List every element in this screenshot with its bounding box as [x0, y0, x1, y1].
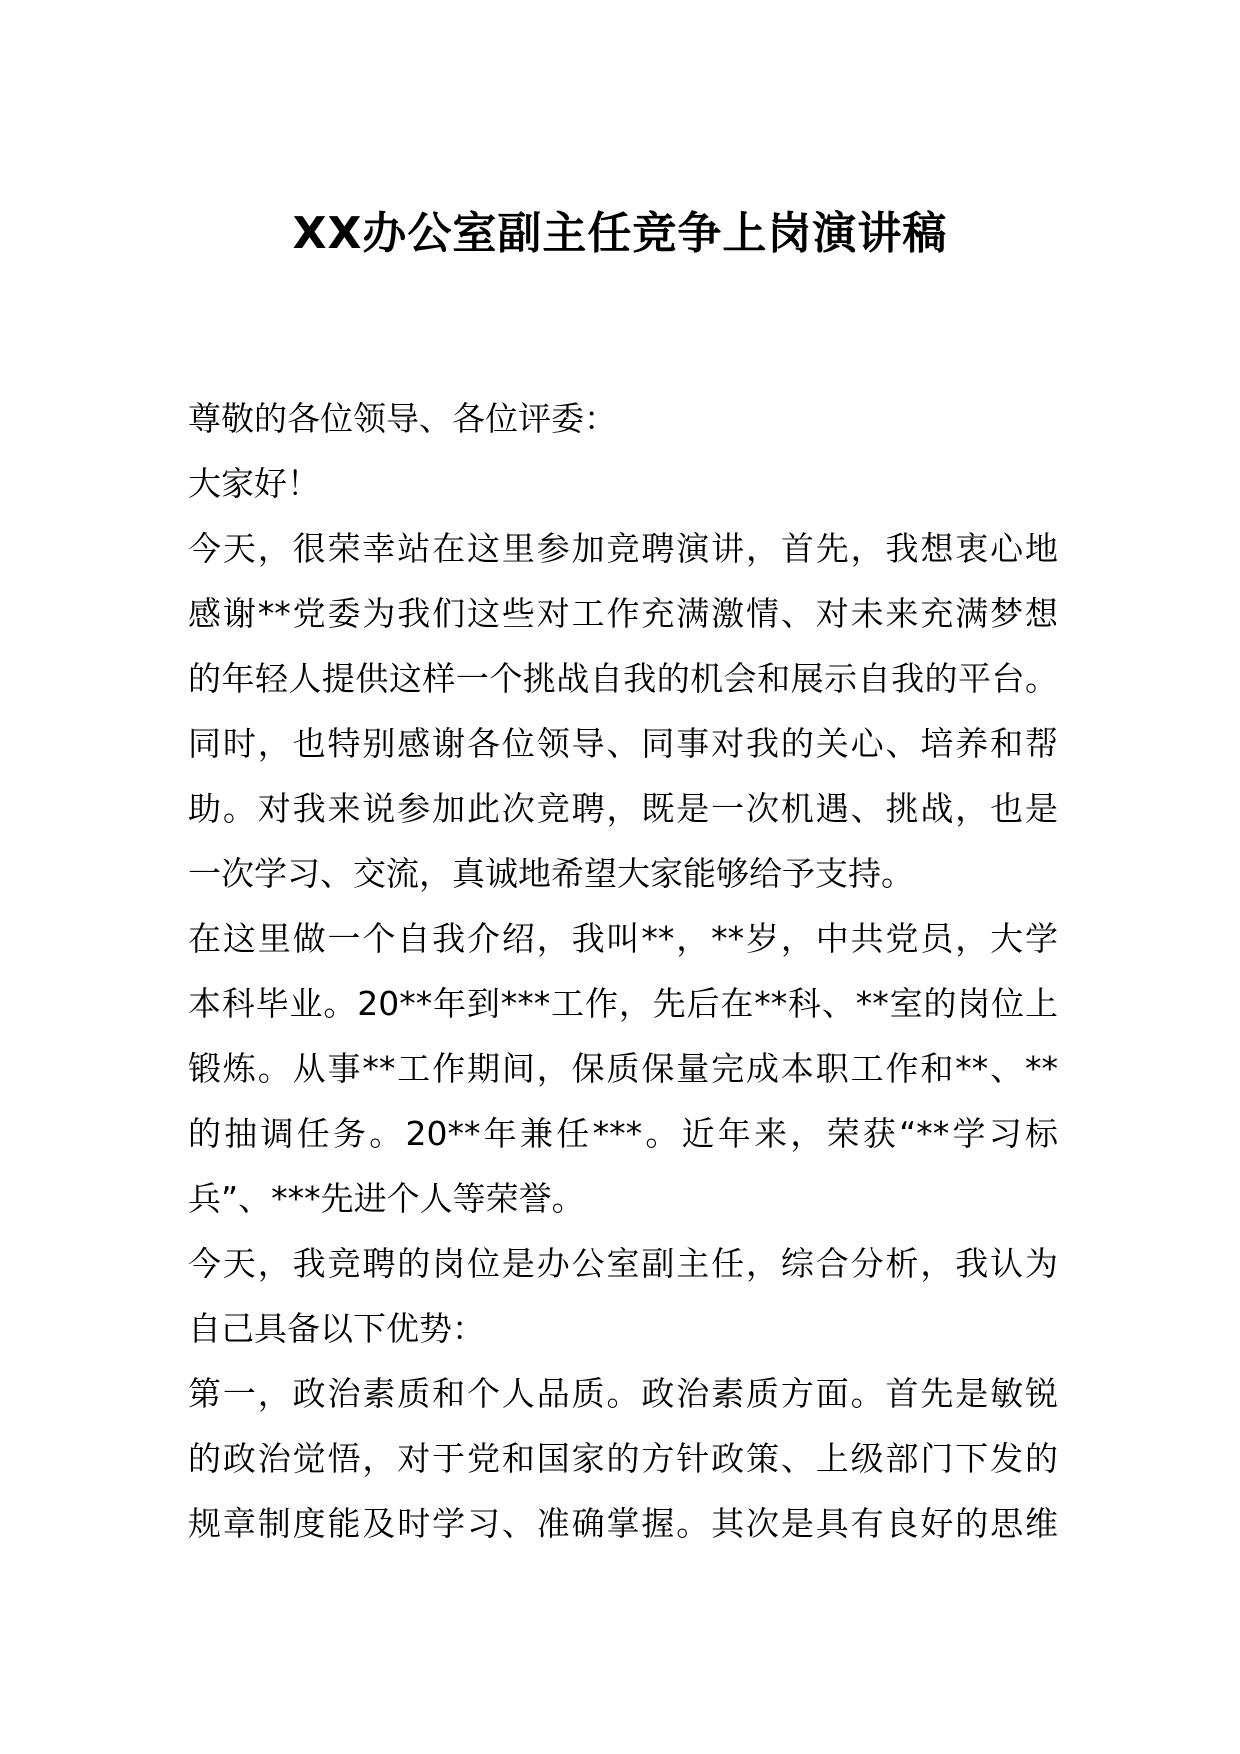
body-line: 兵”、***先进个人等荣誉。 — [188, 1179, 585, 1218]
body-line: 的年轻人提供这样一个挑战自我的机会和展示自我的平台。 — [188, 659, 1058, 698]
body-line: 今天，很荣幸站在这里参加竞聘演讲，首先，我想衷心地 — [188, 529, 1058, 568]
body-line: 感谢**党委为我们这些对工作充满激情、对未来充满梦想 — [188, 594, 1058, 633]
body-line: 大家好！ — [188, 464, 320, 503]
body-line: 一次学习、交流，真诚地希望大家能够给予支持。 — [188, 854, 914, 893]
body-line: 的政治觉悟，对于党和国家的方针政策、上级部门下发的 — [188, 1439, 1058, 1478]
document-title: XX办公室副主任竞争上岗演讲稿 — [292, 208, 948, 259]
body-line: 自己具备以下优势： — [188, 1309, 485, 1348]
body-line: 在这里做一个自我介绍，我叫**，**岁，中共党员，大学 — [188, 919, 1058, 958]
body-line: 规章制度能及时学习、准确掌握。其次是具有良好的思维 — [188, 1504, 1058, 1543]
body-line: 第一，政治素质和个人品质。政治素质方面。首先是敏锐 — [188, 1374, 1058, 1413]
body-line: 今天，我竞聘的岗位是办公室副主任，综合分析，我认为 — [188, 1244, 1058, 1283]
document-body — [188, 386, 1058, 1556]
body-line: 的抽调任务。20**年兼任***。近年来，荣获“**学习标 — [188, 1114, 1058, 1153]
body-line: 助。对我来说参加此次竞聘，既是一次机遇、挑战，也是 — [188, 789, 1058, 828]
body-line: 本科毕业。20**年到***工作，先后在**科、**室的岗位上 — [188, 984, 1058, 1023]
body-line: 同时，也特别感谢各位领导、同事对我的关心、培养和帮 — [188, 724, 1058, 763]
body-line: 锻炼。从事**工作期间，保质保量完成本职工作和**、** — [188, 1049, 1058, 1088]
body-line: 尊敬的各位领导、各位评委： — [188, 399, 617, 438]
